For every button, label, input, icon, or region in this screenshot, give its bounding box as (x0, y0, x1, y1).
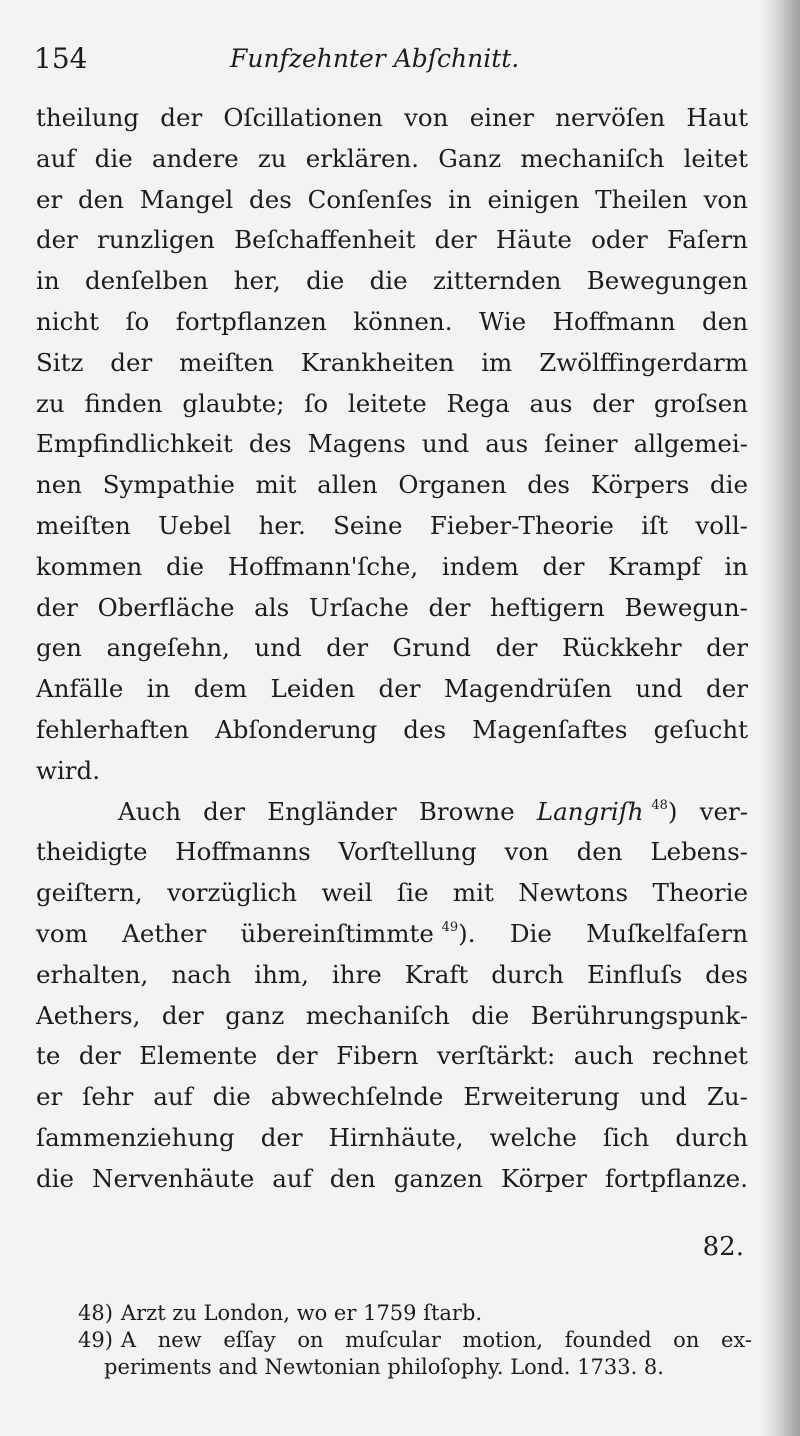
text-line: er ſehr auf die abwechſelnde Erweiterung und Zu- (36, 1082, 748, 1112)
text-line: zu finden glaubte; ſo leitete Rega aus der groſsen (36, 388, 748, 418)
footnote-line: periments and Newtonian philoſophy. Lond. 1733. 8. (104, 1355, 664, 1379)
running-head (34, 42, 754, 82)
text-line: geiſtern, vorzüglich weil ſie mit Newtons Theorie (36, 878, 748, 908)
footnotes (78, 1300, 752, 1381)
footnote-mark: 49) (78, 1328, 113, 1352)
text-line: nen Sympathie mit allen Organen des Körpers die (36, 470, 748, 500)
text-line: erhalten, nach ihm, ihre Kraft durch Einfluſs des (36, 959, 748, 989)
text-line: er den Mangel des Conſenſes in einigen Theilen von (36, 184, 748, 214)
text-line: wird. (36, 755, 100, 785)
text-line: kommen die Hoffmann'ſche, indem der Krampf in (36, 551, 748, 581)
text-line: nicht ſo fortpflanzen können. Wie Hoffmann den (36, 306, 748, 336)
footnote-line (78, 1327, 752, 1354)
page-number: 154 (34, 42, 88, 75)
text-line: Auch der Engländer Browne Langriſh $^{48}$) ver- (118, 796, 748, 826)
running-title: Funfzehnter Abſchnitt. (230, 44, 520, 73)
text-line: theilung der Oſcillationen von einer nervöſen Haut (36, 103, 748, 132)
text-line: der Oberfläche als Urſache der heftigern Bewegun- (36, 592, 748, 622)
text-line: meiſten Uebel her. Seine Fieber-Theorie iſt voll- (36, 510, 748, 540)
text-line: Aethers, der ganz mechaniſch die Berührungspunk- (36, 1000, 748, 1030)
text-line: auf die andere zu erklären. Ganz mechaniſch leitet (36, 143, 748, 173)
footnote-mark: 48) (78, 1301, 113, 1325)
binding-shadow (760, 0, 800, 1436)
catchword: 82. (702, 1232, 744, 1262)
text-line: Empfindlichkeit des Magens und aus ſeiner allgemei- (36, 429, 748, 459)
text-line: theidigte Hoffmanns Vorſtellung von den Lebens- (36, 837, 748, 867)
footnote-line (78, 1300, 752, 1327)
text-line: ſammenziehung der Hirnhäute, welche ſich durch (36, 1122, 748, 1152)
text-line: te der Elemente der Fibern verſtärkt: auch rechnet (36, 1041, 748, 1071)
text-line: in denſelben her, die die zitternden Bewegungen (36, 266, 748, 296)
text-line: Sitz der meiſten Krankheiten im Zwölffingerdarm (36, 347, 748, 377)
text-line: vom Aether übereinſtimmte $^{49}$). Die Muſkelfaſern (36, 918, 748, 948)
text-line: die Nervenhäute auf den ganzen Körper fortpflanze. (36, 1163, 748, 1193)
text-line: fehlerhaften Abſonderung des Magenſaftes geſucht (36, 714, 748, 744)
text-line: Anfälle in dem Leiden der Magendrüſen und der (36, 674, 748, 704)
footnote-text: A new eſſay on muſcular motion, founded on ex- (120, 1328, 752, 1352)
footnote-text: Arzt zu London, wo er 1759 ſtarb. (120, 1301, 483, 1325)
text-line: der runzligen Beſchaffenheit der Häute oder Faſern (36, 225, 748, 255)
text-line: gen angeſehn, und der Grund der Rückkehr der (36, 633, 748, 663)
body-text (36, 98, 748, 1200)
